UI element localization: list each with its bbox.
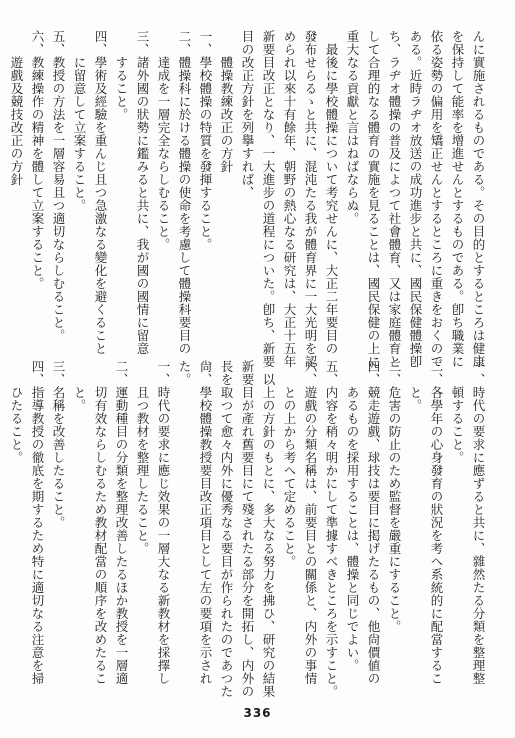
text-column: 且つ教材を整理したること。 <box>135 386 150 555</box>
text-column: 四、學術及經驗を重んじ且つ急激なる變化を避くること <box>93 30 108 355</box>
text-column: 一、學校體操の特質を發揮すること。 <box>198 30 213 251</box>
text-column: ち、ラヂオ體操の普及によつて社會體育、又は家庭體育と <box>387 30 402 368</box>
text-column: 六、遊戲の分類名稱は、前要目との關係と、内外の事情 <box>303 360 318 685</box>
bottom-text-block <box>9 360 489 698</box>
text-column: 新要目改正となり、一大進步の道程についた。卽ち、新要 <box>261 30 276 368</box>
text-column: た。 <box>177 360 192 386</box>
text-column: 二、運動種目の分類を整理改善したるほか教授を一層適 <box>114 360 129 685</box>
text-column: 五、内容を稍々明かにして準據すべきところを示すこと。 <box>324 360 339 698</box>
text-column: 尙、學校體操教授要目改正項目として左の要項を示され <box>198 360 213 685</box>
text-column: に留意して立案すること。 <box>72 56 87 212</box>
text-column: との上から考へて定めること。 <box>282 386 297 568</box>
text-column: 達成を一層完全ならしむること。 <box>156 56 171 251</box>
text-column: 目の改正方針を列擧すれば、 <box>240 30 255 199</box>
text-column: んに實施されるものである。その目的とするところは健康 <box>471 30 486 368</box>
text-column: 一、時代の要求に應じ效果の一層大なる新教材を採擇し <box>156 360 171 685</box>
top-text-block <box>9 30 489 368</box>
text-column: と。 <box>72 386 87 412</box>
text-column: 最後に學校體操について考究せんに、大正二年要目の <box>324 43 339 355</box>
text-column: 遊戲及競技改正の方針 <box>9 56 24 186</box>
text-column: して合理的なる體育の實施を見ることは、國民保健の上に <box>366 30 381 368</box>
text-column: 發布せらるゝと共に、混沌たる我が體育界に一大光明を認 <box>303 30 318 368</box>
text-column: 以上の方針のもとに、多大なる努力を拂ひ、研究の結果 <box>261 373 276 698</box>
text-column: 四、競走遊戲、球技は要目に掲げたるもの、他尙價値の <box>366 360 381 685</box>
text-column: 一、時代の要求に應ずると共に、雜然たる分類を整理整 <box>471 360 486 685</box>
text-column: すること。 <box>114 56 129 121</box>
text-column: を保持して能率を增進せんとするものである。卽ち職業に <box>450 30 465 368</box>
text-column: 新要目が產れ舊要目にて殘されたる部分を開拓し、内外の <box>240 360 255 698</box>
text-column: 二、各學年の心身發育の狀況を考へ系統的に配當するこ <box>429 360 444 685</box>
text-column: と。 <box>408 386 423 412</box>
text-column: ある。近時ラヂオ放送の成功進步と共に、國民保健體操卽 <box>408 30 423 368</box>
text-column: 頓すること。 <box>450 386 465 464</box>
text-column: められ以來十有餘年、朝野の熱心なる研究は、大正十五年 <box>282 30 297 368</box>
text-column: 四、指導教授の徹底を期するため特に適切なる注意を掃 <box>30 360 45 685</box>
text-column: 重大なる貢獻と言はねばならぬ。 <box>345 30 360 225</box>
text-column: 依る姿勢の偏用を矯正せんとするところに重きをおくので <box>429 30 444 368</box>
text-column: あるものを採用することは、體操と同じでよい。 <box>345 386 360 672</box>
text-column: 三、諸外國の狀勢に鑑みると共に、我が國の國情に留意 <box>135 30 150 355</box>
text-column: 體操教練改正の方針 <box>219 56 234 173</box>
text-column: 長を取つて愈々内外に優秀なる要目が作られたのであつた <box>219 360 234 698</box>
text-column: 三、危害の防止のため監督を嚴重にすること。 <box>387 360 402 633</box>
text-column: 六、教練操作の精神を體して立案すること。 <box>30 30 45 290</box>
text-column: 切有效ならしむるため教材配當の順序を改めたるこ <box>93 386 108 685</box>
page-number: 336 <box>243 706 272 720</box>
text-column: ひたること。 <box>9 386 24 464</box>
text-column: 三、名稱を改善したること。 <box>51 360 66 529</box>
text-column: 二、體操科に於ける體操の使命を考慮して體操科要目の <box>177 30 192 355</box>
text-column: 五、教授の方法を一層容易且つ適切ならしむること。 <box>51 30 66 342</box>
